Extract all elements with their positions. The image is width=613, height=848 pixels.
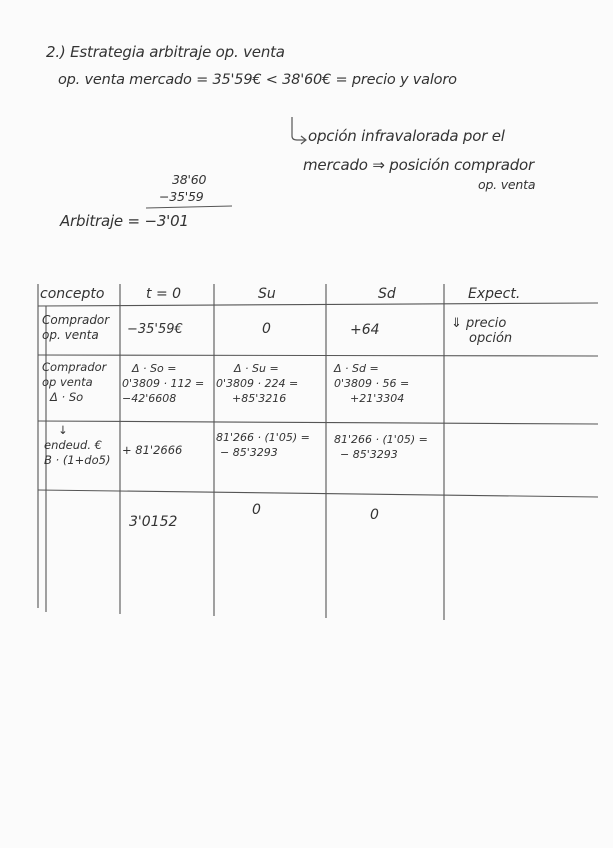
row4-su: 0 — [252, 502, 261, 518]
calc-top: 38'60 — [172, 172, 207, 187]
exercise-title: 2.) Estrategia arbitraje op. venta — [46, 43, 285, 61]
note-undervalued: opción infravalorada por el — [308, 127, 505, 145]
note-put: op. venta — [478, 177, 536, 192]
row2-su: Δ · Su = 0'3809 · 224 = +85'3216 — [216, 362, 299, 405]
row3-concept: ↓ endeud. € B · (1+do5) — [44, 423, 111, 467]
header-expect: Expect. — [468, 286, 521, 302]
arbitrage-result: Arbitraje = −3'01 — [60, 212, 189, 230]
header-t0: t = 0 — [146, 286, 182, 302]
header-concepto: concepto — [40, 286, 105, 302]
row3-sd: 81'266 · (1'05) = − 85'3293 — [334, 433, 428, 461]
row1-sd: +64 — [350, 322, 380, 338]
row1-expect: ⇓ precio opción — [451, 316, 513, 346]
row4-sd: 0 — [370, 507, 379, 523]
header-su: Su — [258, 286, 276, 302]
row2-t0: Δ · So = 0'3809 · 112 = −42'6608 — [122, 362, 205, 405]
row2-concept: Comprador op venta Δ · So — [42, 360, 107, 404]
row3-su: 81'266 · (1'05) = − 85'3293 — [216, 431, 310, 459]
row1-su: 0 — [262, 321, 271, 337]
row1-concept: Comprador op. venta — [42, 313, 110, 342]
note-position: mercado ⇒ posición comprador — [303, 156, 534, 174]
row3-t0: + 81'2666 — [122, 443, 183, 457]
row1-t0: −35'59€ — [127, 322, 183, 337]
header-sd: Sd — [378, 286, 396, 302]
row4-t0: 3'0152 — [129, 514, 178, 530]
row2-sd: Δ · Sd = 0'3809 · 56 = +21'3304 — [334, 362, 410, 405]
market-price-line: op. venta mercado = 35'59€ < 38'60€ = precio y valoro — [58, 72, 457, 88]
calc-minus: −35'59 — [159, 189, 204, 204]
